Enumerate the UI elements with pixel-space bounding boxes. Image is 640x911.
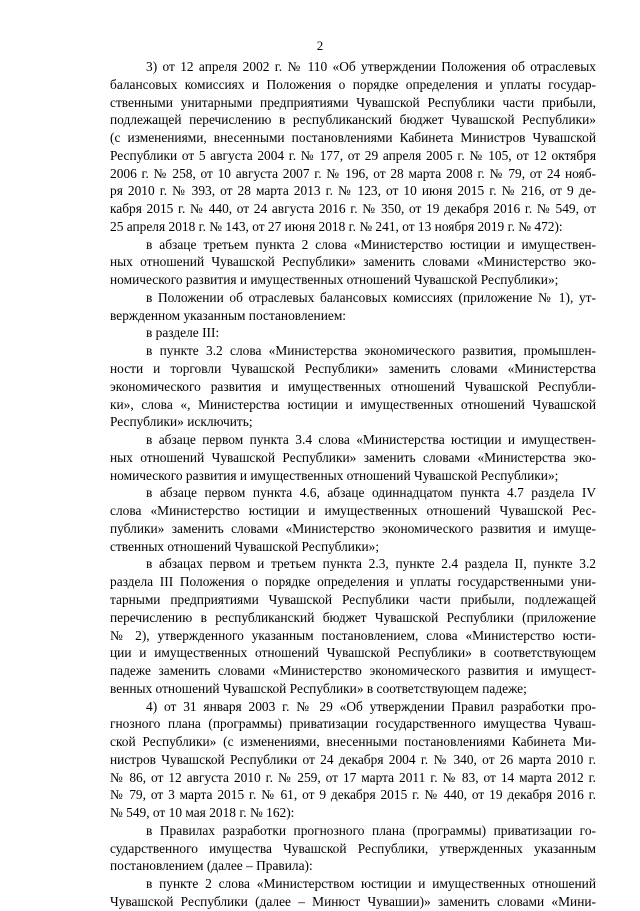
text-line: ции и имущественных отношений Чувашской Республики» в соответствующем bbox=[110, 645, 596, 661]
text-line: сударственного имущества Чувашской Республики, утвержденных указанным bbox=[110, 840, 596, 856]
text-line: ря 2010 г. № 393, от 28 марта 2013 г. № 123, от 10 июня 2015 г. № 216, от 9 де- bbox=[110, 183, 596, 199]
text-line: постановлением (далее – Правила): bbox=[110, 858, 313, 874]
text-line: № 549, от 10 мая 2018 г. № 162): bbox=[110, 805, 295, 821]
text-line: в Правилах разработки прогнозного плана (программы) приватизации го- bbox=[146, 822, 596, 838]
text-line: Республики от 5 августа 2004 г. № 177, от 29 апреля 2005 г. № 105, от 12 октября bbox=[110, 147, 596, 163]
text-line: в абзаце первом пункта 4.6, абзаце одиннадцатом пункта 4.7 раздела IV bbox=[146, 485, 596, 501]
text-line: экономического развития и имущественных отношений Чувашской Республи- bbox=[110, 378, 596, 394]
text-line: раздела III Положения о порядке определения и уплаты государственными уни- bbox=[110, 574, 596, 590]
text-line: ности и торговли Чувашской Республики» заменить словами «Министерства bbox=[110, 361, 596, 377]
text-line: ных отношений Чувашской Республики» заменить словами «Министерства эко- bbox=[110, 449, 596, 465]
text-line: 2006 г. № 258, от 10 августа 2007 г. № 196, от 28 марта 2008 г. № 79, от 24 нояб- bbox=[110, 165, 596, 181]
text-line: Чувашской Республики (далее – Минюст Чувашии)» заменить словами «Мини- bbox=[110, 893, 596, 909]
text-line: ственными унитарными предприятиями Чувашской Республики части прибыли, bbox=[110, 94, 596, 110]
text-line: венных отношений Чувашской Республики» в соответствующем падеже; bbox=[110, 680, 527, 696]
text-line: нистров Чувашской Республики от 24 декабря 2004 г. № 340, от 26 марта 2010 г. bbox=[110, 751, 596, 767]
text-line: в Положении об отраслевых балансовых комиссиях (приложение № 1), ут- bbox=[146, 289, 596, 305]
text-line: Республики» исключить; bbox=[110, 414, 253, 430]
text-line: балансовых комиссиях и Положения о порядке определения и уплаты государ- bbox=[110, 76, 596, 92]
document-body bbox=[110, 58, 596, 911]
text-line: в абзацах первом и третьем пункта 2.3, пункте 2.4 раздела II, пункте 3.2 bbox=[146, 556, 596, 572]
text-line: тарными предприятиями Чувашской Республики части прибыли, подлежащей bbox=[110, 591, 596, 607]
text-line: (с изменениями, внесенными постановлениями Кабинета Министров Чувашской bbox=[110, 130, 596, 146]
text-line: в абзаце третьем пункта 2 слова «Министерство юстиции и имуществен- bbox=[146, 236, 596, 252]
text-line: № 2), утвержденного указанным постановлением, слова «Министерство юсти- bbox=[110, 627, 596, 643]
text-line: кабря 2015 г. № 440, от 24 августа 2016 г. № 350, от 19 декабря 2016 г. № 549, от bbox=[110, 201, 596, 217]
text-line: № 79, от 3 марта 2015 г. № 61, от 9 декабря 2015 г. № 440, от 19 декабря 2016 г. bbox=[110, 787, 596, 803]
text-line: 25 апреля 2018 г. № 143, от 27 июня 2018 г. № 241, от 13 ноября 2019 г. № 472): bbox=[110, 218, 563, 234]
text-line: 4) от 31 января 2003 г. № 29 «Об утверждении Правил разработки про- bbox=[146, 698, 596, 714]
text-line: ки», слова «, Министерства юстиции и имущественных отношений Чувашской bbox=[110, 396, 596, 412]
text-line: падеже заменить словами «Министерство экономического развития и имущест- bbox=[110, 663, 596, 679]
text-line: публики» заменить словами «Министерство экономического развития и имуще- bbox=[110, 520, 596, 536]
text-line: в разделе III: bbox=[146, 325, 220, 341]
text-line: в абзаце первом пункта 3.4 слова «Министерства юстиции и имуществен- bbox=[146, 432, 596, 448]
text-line: ных отношений Чувашской Республики» заменить словами «Министерство эко- bbox=[110, 254, 596, 270]
text-line: подлежащей перечислению в республиканский бюджет Чувашской Республики» bbox=[110, 112, 596, 128]
text-line: перечислению в республиканский бюджет Чувашской Республики (приложение bbox=[110, 609, 596, 625]
text-line: слова «Министерство юстиции и имущественных отношений Чувашской Рес- bbox=[110, 503, 596, 519]
text-line: вержденном указанным постановлением: bbox=[110, 307, 347, 323]
text-line: номического развития и имущественных отношений Чувашской Республики»; bbox=[110, 272, 559, 288]
text-line: в пункте 3.2 слова «Министерства экономического развития, промышлен- bbox=[146, 343, 596, 359]
text-line: 3) от 12 апреля 2002 г. № 110 «Об утверждении Положения об отраслевых bbox=[146, 59, 596, 74]
text-line: ственных отношений Чувашской Республики»; bbox=[110, 538, 380, 554]
text-line: номического развития и имущественных отношений Чувашской Республики»; bbox=[110, 467, 559, 483]
page-number: 2 bbox=[316, 38, 324, 53]
text-line: гнозного плана (программы) приватизации государственного имущества Чуваш- bbox=[110, 716, 596, 732]
text-line: в пункте 2 слова «Министерством юстиции и имущественных отношений bbox=[146, 876, 596, 892]
text-line: № 86, от 12 августа 2010 г. № 259, от 17 марта 2011 г. № 83, от 14 марта 2012 г. bbox=[110, 769, 596, 785]
text-line: ской Республики» (с изменениями, внесенными постановлениями Кабинета Ми- bbox=[110, 734, 596, 750]
